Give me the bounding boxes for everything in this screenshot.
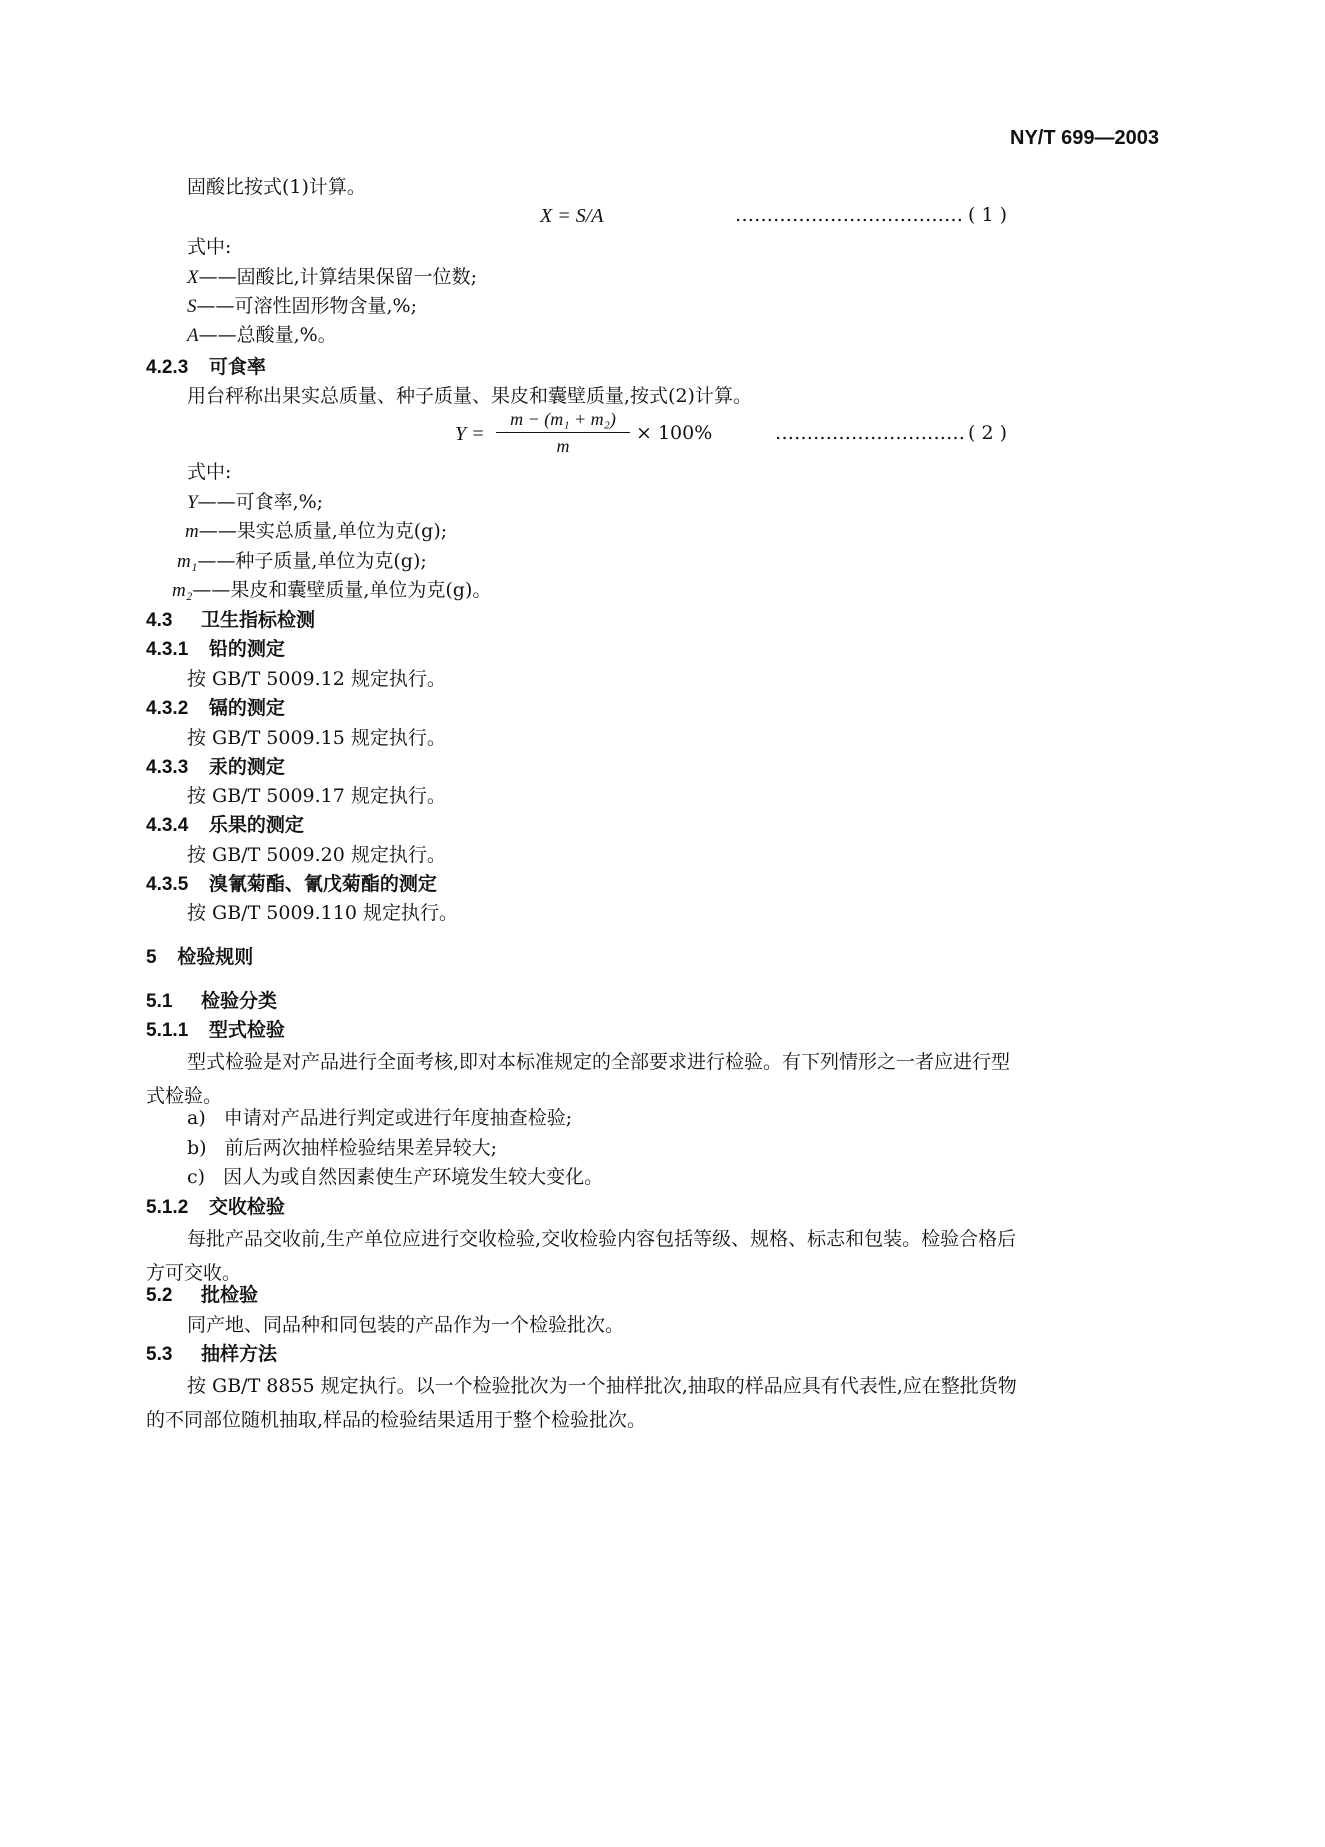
heading-title: 抽样方法 bbox=[201, 1343, 278, 1365]
heading-title: 批检验 bbox=[201, 1284, 259, 1306]
ratio-var-x bbox=[187, 268, 477, 287]
heading-4-2-3 bbox=[146, 358, 266, 377]
formula-2-lhs: Y = bbox=[455, 423, 485, 445]
formula-1-dots: ……………………………… bbox=[735, 204, 963, 226]
doc-code: NY/T 699—2003 bbox=[1010, 127, 1159, 149]
edible-intro: 用台秤称出果实总质量、种子质量、果皮和囊壁质量,按式(2)计算。 bbox=[187, 385, 752, 407]
heading-title: 检验分类 bbox=[201, 990, 278, 1012]
heading-number: 4.3.3 bbox=[146, 757, 189, 778]
list-text: 因人为或自然因素使生产环境发生较大变化。 bbox=[223, 1166, 604, 1188]
list-text: 申请对产品进行判定或进行年度抽查检验; bbox=[223, 1107, 573, 1129]
heading-number: 4.3.5 bbox=[146, 874, 189, 895]
heading-5-1-2 bbox=[146, 1198, 285, 1217]
heading-4-3-5 bbox=[146, 875, 437, 894]
heading-number: 5 bbox=[146, 947, 157, 968]
var-desc: ——果实总质量,单位为克(g); bbox=[198, 520, 448, 542]
var-desc: ——可食率,%; bbox=[197, 491, 324, 513]
heading-4-3-4 bbox=[146, 816, 304, 835]
ratio-where: 式中: bbox=[187, 236, 232, 258]
hygiene-text-1: 按 GB/T 5009.12 规定执行。 bbox=[187, 668, 446, 690]
heading-title: 溴氰菊酯、氰戊菊酯的测定 bbox=[208, 873, 437, 895]
list-text: 前后两次抽样检验结果差异较大; bbox=[224, 1137, 498, 1159]
heading-5-1-1 bbox=[146, 1021, 285, 1040]
edible-var-m1 bbox=[177, 552, 427, 571]
heading-number: 4.3 bbox=[146, 610, 173, 631]
var-desc: ——固酸比,计算结果保留一位数; bbox=[198, 266, 478, 288]
formula-1-number: ( 1 ) bbox=[968, 204, 1007, 226]
hygiene-text-5: 按 GB/T 5009.110 规定执行。 bbox=[187, 902, 458, 924]
heading-4-3-1 bbox=[146, 640, 285, 659]
var-desc: ——总酸量,%。 bbox=[198, 324, 337, 346]
heading-title: 型式检验 bbox=[208, 1019, 285, 1041]
var-desc: ——果皮和囊壁质量,单位为克(g)。 bbox=[192, 579, 492, 601]
heading-title: 交收检验 bbox=[208, 1196, 285, 1218]
heading-4-3-2 bbox=[146, 699, 285, 718]
heading-number: 4.3.2 bbox=[146, 698, 189, 719]
formula-2-dots: ………………………… bbox=[775, 422, 965, 444]
heading-4-3-3 bbox=[146, 758, 285, 777]
list-marker: a) bbox=[187, 1107, 206, 1129]
heading-number: 4.3.1 bbox=[146, 639, 189, 660]
heading-5-2 bbox=[146, 1286, 258, 1305]
ratio-var-s bbox=[187, 297, 417, 316]
acceptance-paragraph: 每批产品交收前,生产单位应进行交收检验,交收检验内容包括等级、规格、标志和包装。检验合格后方可交收。 bbox=[146, 1228, 1017, 1284]
heading-number: 5.2 bbox=[146, 1285, 173, 1306]
list-item-c bbox=[187, 1168, 603, 1187]
heading-number: 4.3.4 bbox=[146, 815, 189, 836]
formula-2-denominator: m bbox=[556, 436, 570, 456]
heading-number: 5.1.2 bbox=[146, 1197, 189, 1218]
var-symbol: m₁ bbox=[177, 551, 198, 572]
heading-title: 可食率 bbox=[208, 356, 266, 378]
var-desc: ——种子质量,单位为克(g); bbox=[197, 550, 427, 572]
heading-title: 铅的测定 bbox=[208, 638, 285, 660]
var-symbol: A bbox=[187, 325, 199, 346]
edible-var-m2 bbox=[172, 581, 491, 600]
heading-number: 5.1.1 bbox=[146, 1020, 189, 1041]
heading-5 bbox=[146, 948, 253, 967]
var-symbol: X bbox=[187, 267, 199, 288]
heading-title: 卫生指标检测 bbox=[201, 609, 316, 631]
var-symbol: Y bbox=[187, 492, 198, 513]
list-marker: c) bbox=[187, 1166, 206, 1188]
ratio-intro: 固酸比按式(1)计算。 bbox=[187, 176, 366, 198]
var-desc: ——可溶性固形物含量,%; bbox=[196, 295, 417, 317]
hygiene-text-3: 按 GB/T 5009.17 规定执行。 bbox=[187, 785, 446, 807]
list-item-b bbox=[187, 1139, 497, 1158]
edible-var-y bbox=[187, 493, 323, 512]
batch-paragraph: 同产地、同品种和同包装的产品作为一个检验批次。 bbox=[187, 1314, 625, 1336]
list-marker: b) bbox=[187, 1137, 207, 1159]
formula-2-numerator: m − (m₁ + m₂) bbox=[496, 410, 630, 433]
formula-2-rhs: × 100% bbox=[636, 422, 713, 444]
heading-title: 检验规则 bbox=[177, 946, 254, 968]
var-symbol: m bbox=[185, 521, 199, 542]
sampling-paragraph: 按 GB/T 8855 规定执行。以一个检验批次为一个抽样批次,抽取的样品应具有代表性,应在整批货物的不同部位随机抽取,样品的检验结果适用于整个检验批次。 bbox=[146, 1375, 1017, 1431]
var-symbol: S bbox=[187, 296, 197, 317]
heading-number: 5.1 bbox=[146, 991, 173, 1012]
hygiene-text-2: 按 GB/T 5009.15 规定执行。 bbox=[187, 727, 446, 749]
heading-number: 5.3 bbox=[146, 1344, 173, 1365]
heading-4-3 bbox=[146, 611, 315, 630]
edible-where: 式中: bbox=[187, 461, 232, 483]
type-test-paragraph: 型式检验是对产品进行全面考核,即对本标准规定的全部要求进行检验。有下列情形之一者应进行型式检验。 bbox=[146, 1051, 1011, 1107]
heading-title: 镉的测定 bbox=[208, 697, 285, 719]
hygiene-text-4: 按 GB/T 5009.20 规定执行。 bbox=[187, 844, 446, 866]
heading-number: 4.2.3 bbox=[146, 357, 189, 378]
edible-var-m bbox=[185, 522, 447, 541]
ratio-var-a bbox=[187, 326, 337, 345]
formula-2-number: ( 2 ) bbox=[968, 422, 1007, 444]
formula-2-fraction bbox=[496, 410, 630, 455]
heading-5-3 bbox=[146, 1345, 277, 1364]
list-item-a bbox=[187, 1109, 572, 1128]
heading-title: 汞的测定 bbox=[208, 756, 285, 778]
var-symbol: m₂ bbox=[172, 580, 193, 601]
heading-title: 乐果的测定 bbox=[208, 814, 304, 836]
formula-1: X = S/A bbox=[540, 205, 604, 227]
heading-5-1 bbox=[146, 992, 277, 1011]
